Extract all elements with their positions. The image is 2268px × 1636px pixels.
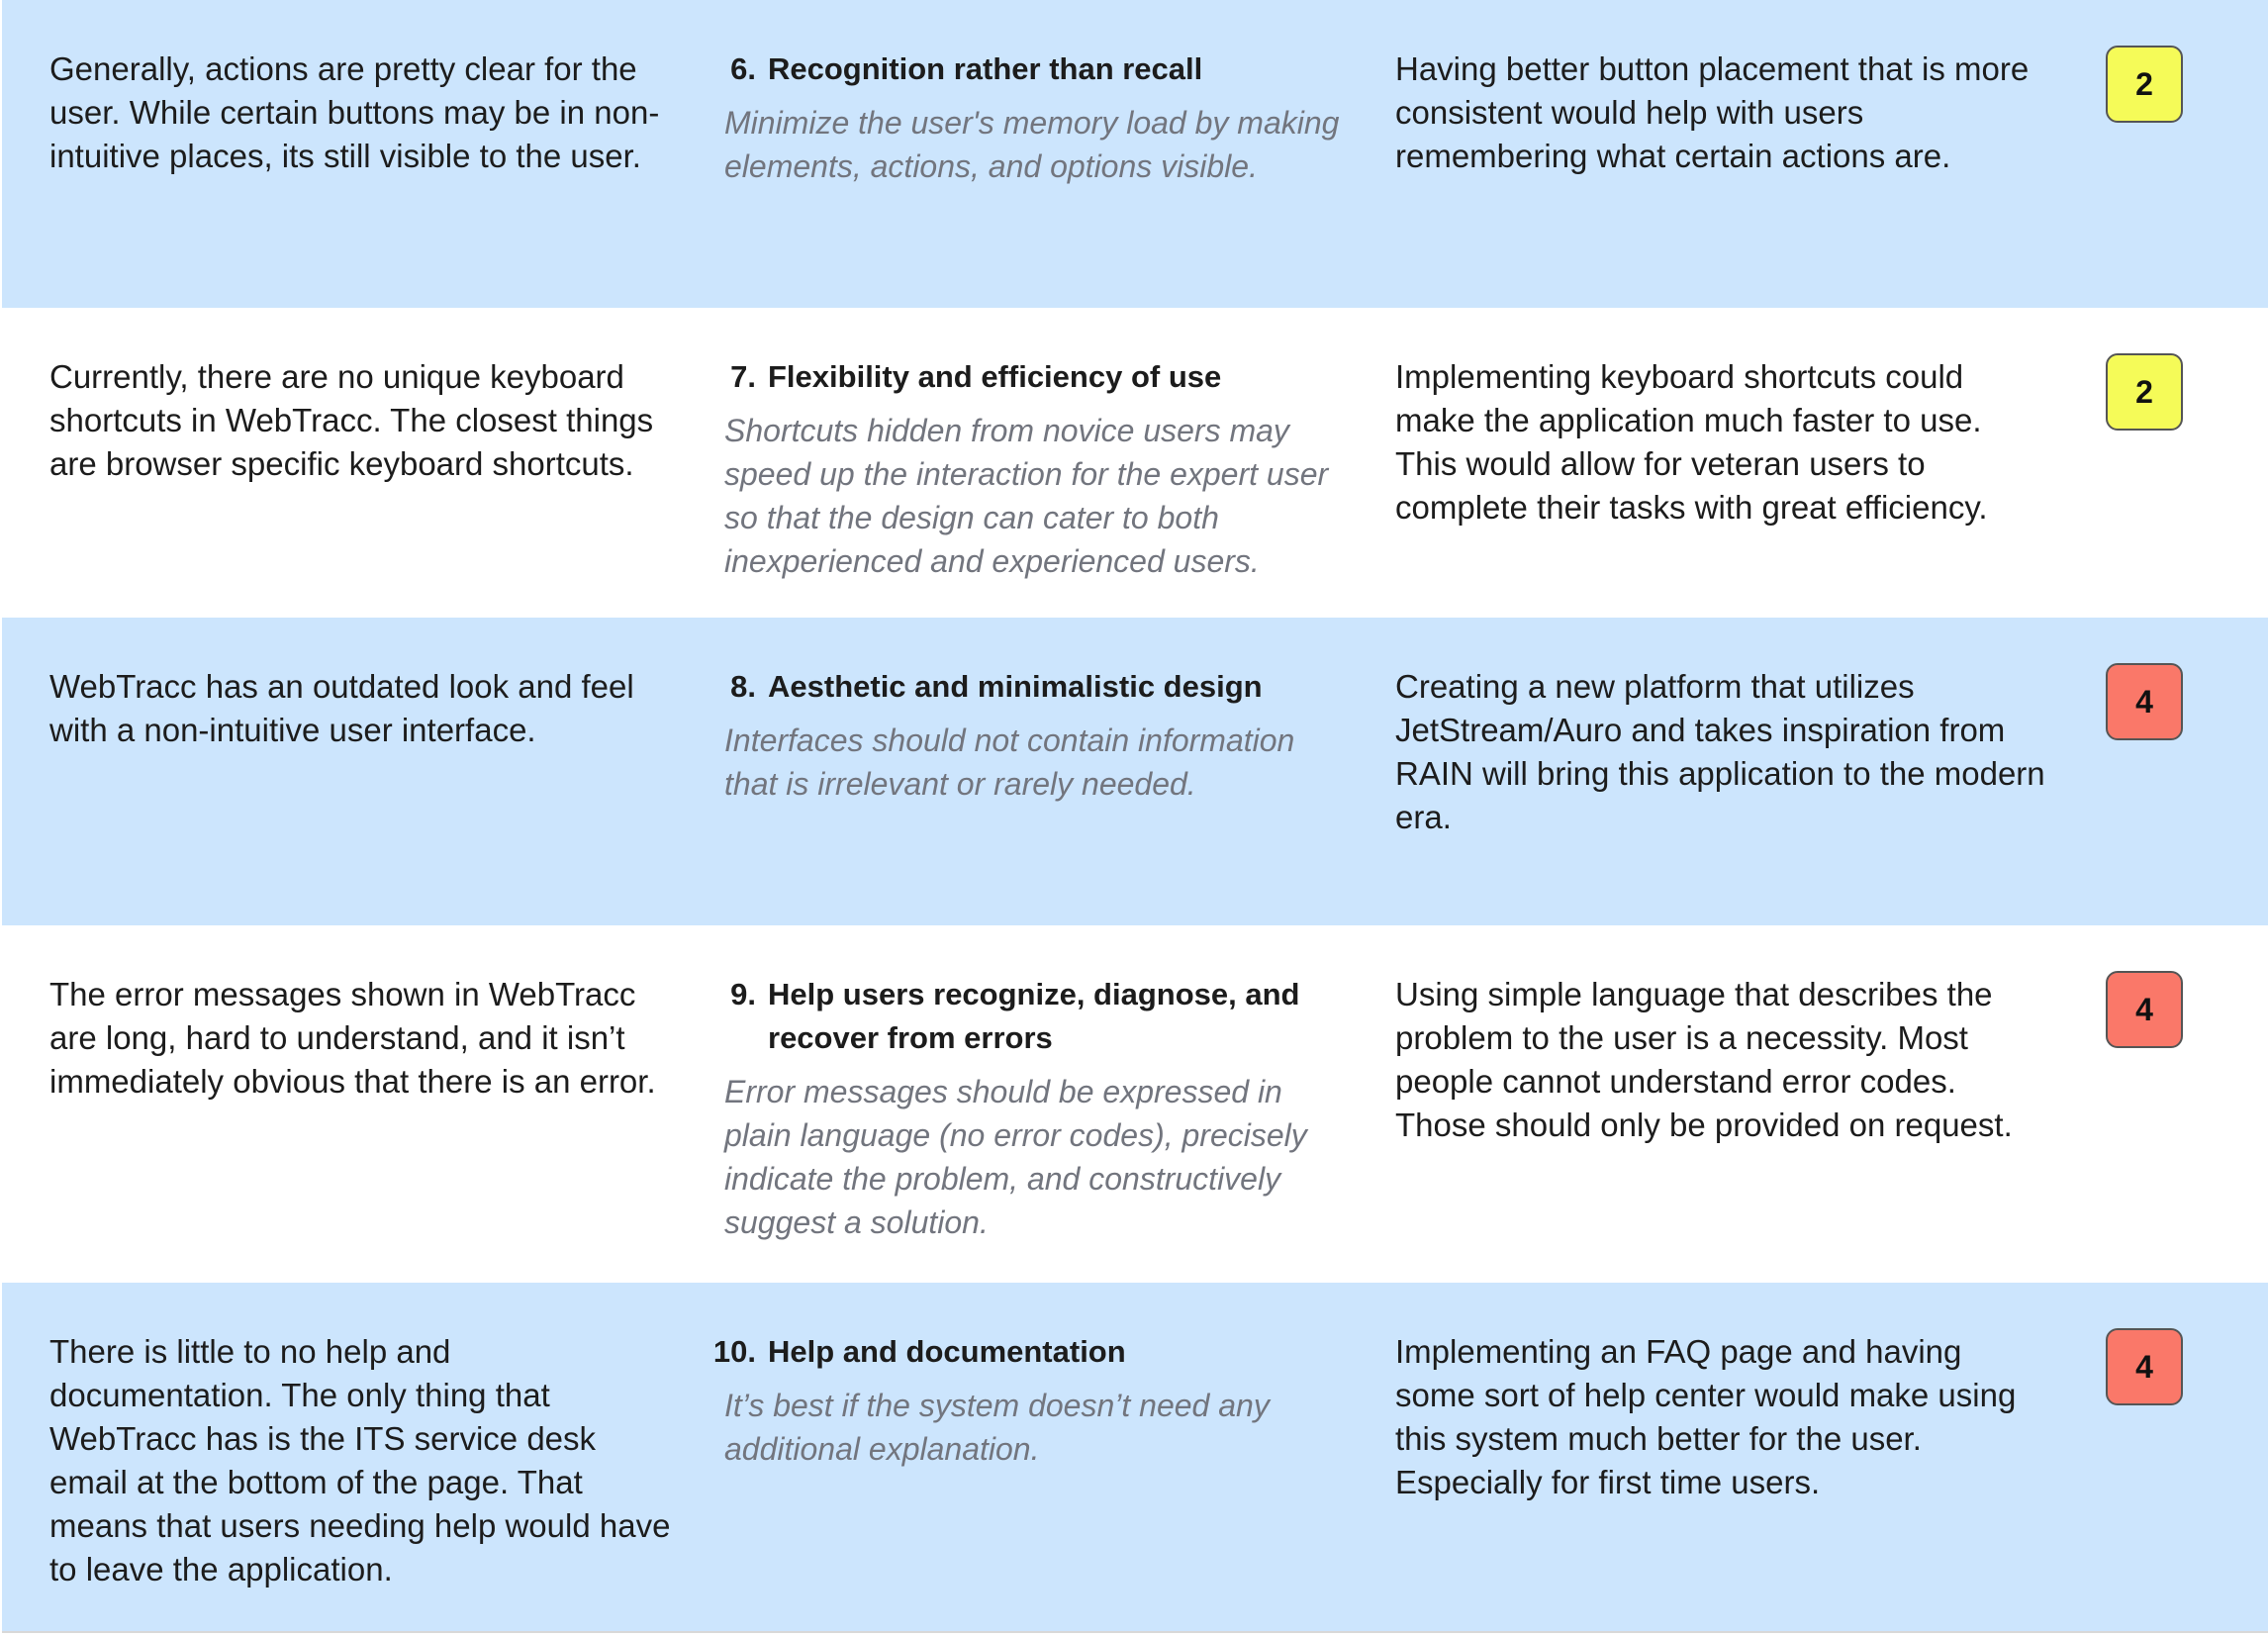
recommendation-text: Having better button placement that is more consistent would help with users remembering what certain actions are. [1395,50,2030,174]
heuristic-description: Minimize the user's memory load by making elements, actions, and options visible. [724,105,1340,184]
heuristic-name: Help and documentation [768,1334,1126,1369]
heuristic-description: Shortcuts hidden from novice users may speed up the interaction for the expert user so that the design can cater to both inexperienced and experienced users. [724,413,1329,579]
heuristic-name: Aesthetic and minimalistic design [768,669,1263,704]
table-row [2,0,2268,308]
table-row [2,308,2268,618]
heuristic-title [716,48,1350,91]
observation-text: The error messages shown in WebTracc are long, hard to understand, and it isn’t immediately obvious that there is an error. [49,976,656,1100]
recommendation-text: Implementing an FAQ page and having some sort of help center would make using this system much better for the user. Especially for first time users. [1395,1333,2017,1500]
table-bottom-border [2,1631,2268,1633]
observation-text: There is little to no help and documentation. The only thing that WebTracc has is the ITS service desk email at the bottom of the page. That means that users needing help would have to leave the application. [49,1333,671,1588]
table-row [2,618,2268,925]
severity-badge: 4 [2106,663,2183,740]
heuristic-cell [716,973,1350,1244]
severity-badge: 4 [2106,971,2183,1048]
heuristic-cell [716,355,1350,583]
observation-text: WebTracc has an outdated look and feel with a non-intuitive user interface. [49,668,634,748]
heuristic-number: 6. [730,51,756,86]
heuristic-description: It’s best if the system doesn’t need any additional explanation. [724,1388,1270,1467]
recommendation-text: Using simple language that describes the problem to the user is a necessity. Most people cannot understand error codes. Those should only be provided on request. [1395,976,2013,1143]
heuristic-cell [712,1330,1350,1471]
heuristic-name: Flexibility and efficiency of use [768,359,1222,394]
heuristic-number: 9. [730,977,756,1011]
heuristic-number: 10. [712,1334,756,1369]
severity-badge: 2 [2106,353,2183,431]
heuristic-title [712,1330,1350,1374]
recommendation-text: Implementing keyboard shortcuts could make the application much faster to use. This would allow for veteran users to complete their tasks with great efficiency. [1395,358,1988,526]
severity-badge: 4 [2106,1328,2183,1405]
observation-text: Currently, there are no unique keyboard shortcuts in WebTracc. The closest things are browser specific keyboard shortcuts. [49,358,654,482]
heuristic-description: Error messages should be expressed in plain language (no error codes), precisely indicate the problem, and constructively suggest a solution. [724,1074,1307,1240]
heuristic-description: Interfaces should not contain information that is irrelevant or rarely needed. [724,722,1295,802]
heuristic-cell [716,665,1350,806]
table-row [2,925,2268,1283]
severity-badge: 2 [2106,46,2183,123]
heuristic-number: 7. [730,359,756,394]
heuristic-name: Recognition rather than recall [768,51,1203,86]
recommendation-text: Creating a new platform that utilizes JetStream/Auro and takes inspiration from RAIN will bring this application to the modern era. [1395,668,2045,835]
heuristic-title [716,665,1350,709]
heuristic-number: 8. [730,669,756,704]
observation-text: Generally, actions are pretty clear for the user. While certain buttons may be in non-intuitive places, its still visible to the user. [49,50,660,174]
heuristic-name: Help users recognize, diagnose, and recover from errors [768,977,1300,1055]
heuristic-cell [716,48,1350,188]
heuristic-title [716,355,1350,399]
table-row [2,1283,2268,1631]
heuristic-title [716,973,1350,1060]
